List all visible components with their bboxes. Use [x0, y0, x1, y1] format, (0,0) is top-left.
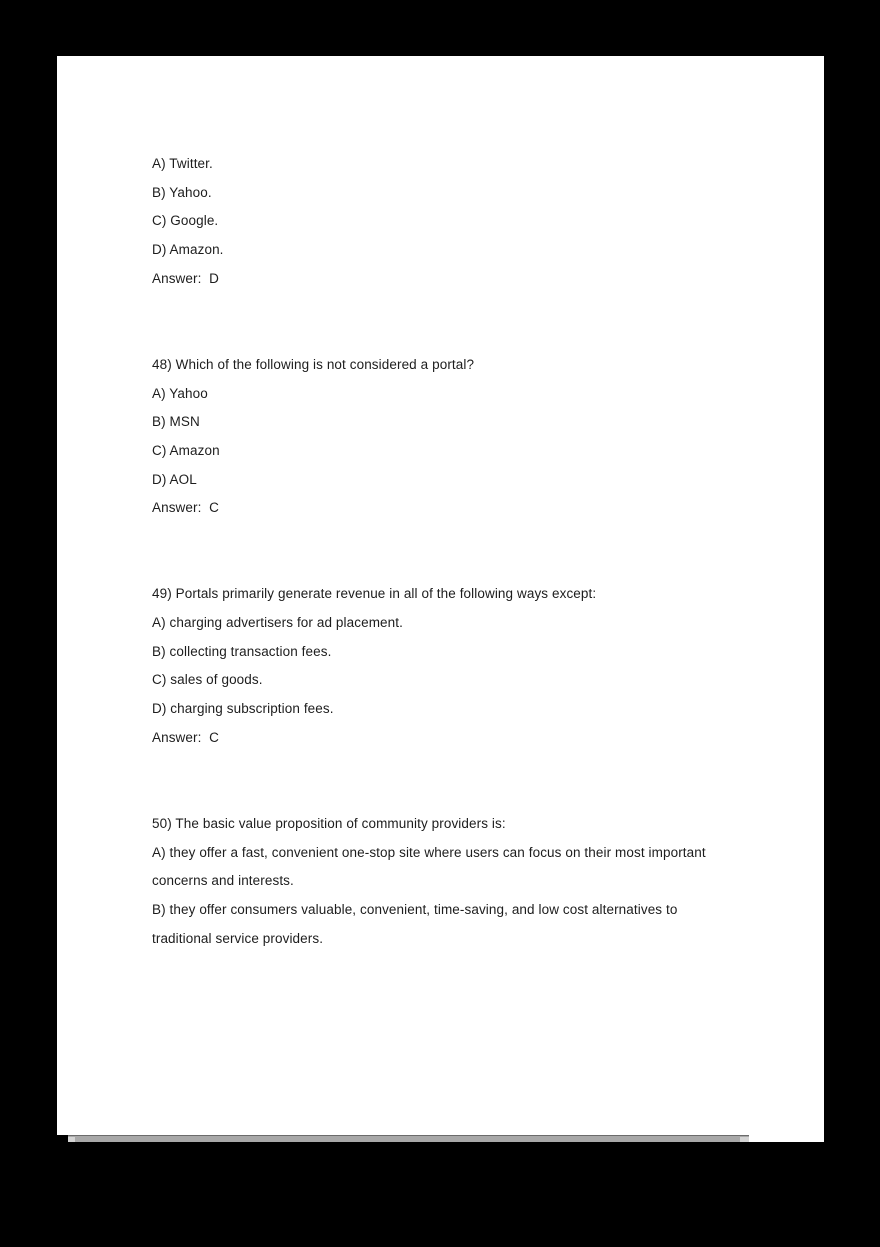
question-text: 49) Portals primarily generate revenue in all of the following ways except:: [152, 586, 597, 602]
answer-text: Answer: C: [152, 500, 220, 516]
option-text: A) Twitter.: [152, 156, 213, 171]
question-block-47: [152, 150, 727, 293]
option-text: B) they offer consumers valuable, convenient, time-saving, and low cost alternatives to: [152, 901, 678, 917]
question-block-49: [152, 580, 727, 752]
option-text: C) sales of goods.: [152, 672, 263, 688]
question-block-50: [152, 810, 727, 953]
question-text: 50) The basic value proposition of community providers is:: [152, 815, 506, 831]
option-text: A) charging advertisers for ad placement.: [152, 615, 403, 631]
option-text: concerns and interests.: [152, 873, 294, 889]
option-text: A) Yahoo: [152, 385, 208, 401]
question-text: 48) Which of the following is not considered a portal?: [152, 356, 475, 372]
option-text: C) Amazon: [152, 442, 220, 458]
option-text: traditional service providers.: [152, 930, 324, 946]
page-content: [57, 56, 824, 953]
option-text: D) AOL: [152, 471, 197, 487]
document-page: [57, 56, 824, 1135]
option-text: C) Google.: [152, 213, 219, 229]
option-text: A) they offer a fast, convenient one-stop site where users can focus on their most important: [152, 844, 706, 860]
horizontal-scrollbar[interactable]: [68, 1135, 749, 1142]
option-text: B) MSN: [152, 414, 200, 430]
scrollbar-left-cap[interactable]: [68, 1137, 75, 1142]
option-text: B) collecting transaction fees.: [152, 643, 332, 659]
scrollbar-right-cap[interactable]: [740, 1137, 749, 1142]
option-text: D) charging subscription fees.: [152, 701, 334, 717]
question-block-48: [152, 351, 727, 523]
option-text: B) Yahoo.: [152, 184, 212, 200]
option-text: D) Amazon.: [152, 242, 224, 258]
answer-text: Answer: D: [152, 270, 220, 286]
page-bottom-strip: [68, 1135, 824, 1142]
answer-text: Answer: C: [152, 729, 220, 745]
